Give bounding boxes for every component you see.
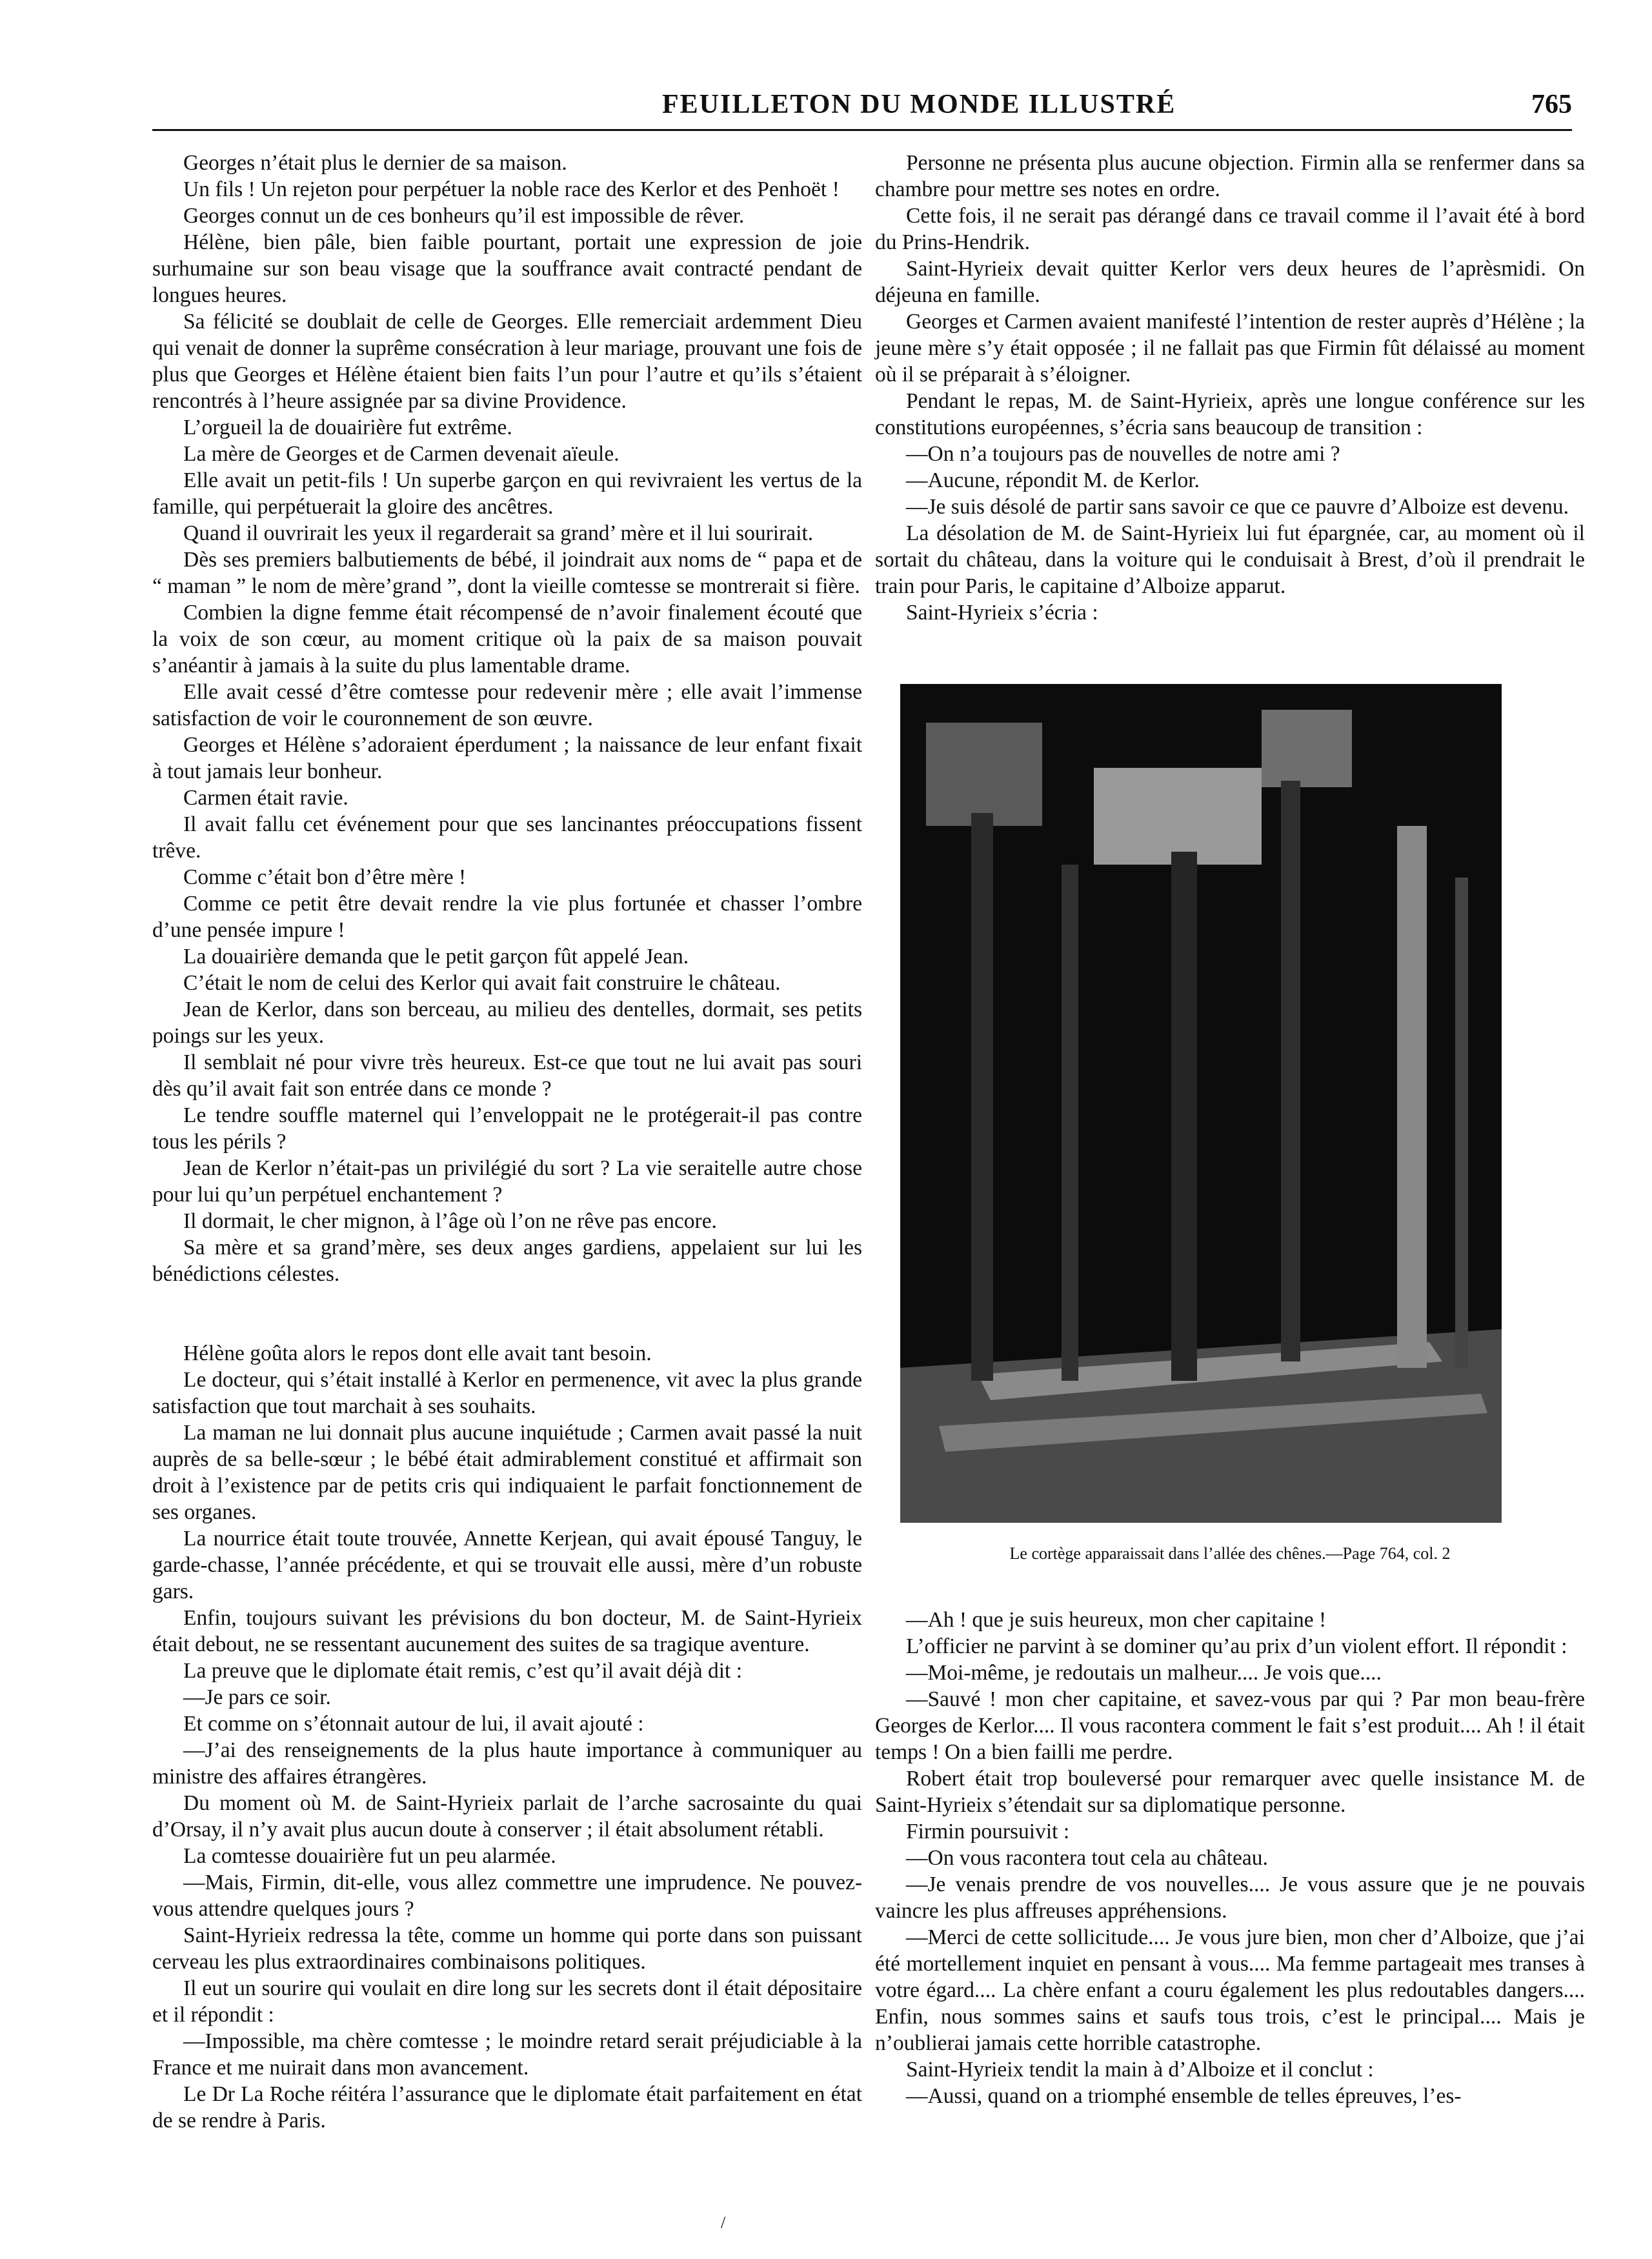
paragraph: —Mais, Firmin, dit-elle, vous allez commettre une imprudence. Ne pouvez-vous attendre quelques jours ? xyxy=(152,1871,862,1921)
paragraph: Firmin poursuivit : xyxy=(906,1820,1070,1843)
paragraph: Il eut un sourire qui voulait en dire long sur les secrets dont il était dépositaire et il répondit : xyxy=(152,1976,862,2027)
paragraph: —Aucune, répondit M. de Kerlor. xyxy=(906,468,1200,492)
paragraph: Hélène, bien pâle, bien faible pourtant, portait une expression de joie surhumaine sur son beau visage que la souffrance avait contracté pendant de longues heures. xyxy=(152,230,862,307)
paragraph: La comtesse douairière fut un peu alarmée. xyxy=(183,1844,556,1868)
paragraph: —Ah ! que je suis heureux, mon cher capitaine ! xyxy=(906,1608,1327,1632)
paragraph: Elle avait cessé d’être comtesse pour redevenir mère ; elle avait l’immense satisfaction de voir le couronnement de son œuvre. xyxy=(152,680,862,730)
paragraph: —Moi-même, je redoutais un malheur.... Je vois que.... xyxy=(906,1661,1382,1685)
stray-mark: / xyxy=(721,2213,726,2232)
paragraph: Le Dr La Roche réitéra l’assurance que le diplomate était parfaitement en état de se rendre à Paris. xyxy=(152,2082,862,2133)
paragraph: —Je pars ce soir. xyxy=(183,1685,331,1709)
paragraph: La preuve que le diplomate était remis, c’est qu’il avait déjà dit : xyxy=(183,1659,743,1683)
paragraph: Un fils ! Un rejeton pour perpétuer la noble race des Kerlor et des Penhoët ! xyxy=(183,177,840,201)
paragraph: —Sauvé ! mon cher capitaine, et savez-vous par qui ? Par mon beau-frère Georges de Kerlor.... Il vous racontera comment le fait s’est produit.... Ah ! il était temps ! On a bien failli me perdre. xyxy=(875,1687,1585,1764)
paragraph: Du moment où M. de Saint-Hyrieix parlait de l’arche sacrosainte du quai d’Orsay, il n’y avait plus aucun doute à conserver ; il était absolument rétabli. xyxy=(152,1791,862,1842)
paragraph: Saint-Hyrieix tendit la main à d’Alboize et il conclut : xyxy=(906,2058,1374,2082)
paragraph: Elle avait un petit-fils ! Un superbe garçon en qui revivraient les vertus de la famille, qui perpétuerait la gloire des ancêtres. xyxy=(152,468,862,519)
right-column-bottom xyxy=(875,1607,1585,2109)
paragraph: —On vous racontera tout cela au château. xyxy=(906,1846,1268,1870)
header-rule xyxy=(152,129,1572,131)
paragraph: —Aussi, quand on a triomphé ensemble de telles épreuves, l’es- xyxy=(906,2084,1462,2108)
paragraph: La douairière demanda que le petit garçon fût appelé Jean. xyxy=(183,945,689,969)
right-column-top xyxy=(875,150,1585,626)
paragraph: —Je venais prendre de vos nouvelles.... Je vous assure que je ne pouvais vaincre les plus affreuses appréhensions. xyxy=(875,1872,1585,1923)
paragraph: Quand il ouvrirait les yeux il regarderait sa grand’ mère et il lui sourirait. xyxy=(183,521,814,545)
paragraph: L’officier ne parvint à se dominer qu’au prix d’un violent effort. Il répondit : xyxy=(906,1634,1567,1658)
paragraph: La désolation de M. de Saint-Hyrieix lui fut épargnée, car, au moment où il sortait du château, dans la voiture qui le conduisait à Brest, d’où il prendrait le train pour Paris, le capitaine d’Alboize apparut. xyxy=(875,521,1585,598)
paragraph: Saint-Hyrieix s’écria : xyxy=(906,601,1098,625)
paragraph: Georges n’était plus le dernier de sa maison. xyxy=(183,151,567,175)
paragraph: Jean de Kerlor, dans son berceau, au milieu des dentelles, dormait, ses petits poings sur les yeux. xyxy=(152,998,862,1048)
paragraph: Jean de Kerlor n’était-pas un privilégié du sort ? La vie seraitelle autre chose pour lui qu’un perpétuel enchantement ? xyxy=(152,1156,862,1207)
paragraph: Il semblait né pour vivre très heureux. Est-ce que tout ne lui avait pas souri dès qu’il avait fait son entrée dans ce monde ? xyxy=(152,1050,862,1101)
paragraph: Il dormait, le cher mignon, à l’âge où l’on ne rêve pas encore. xyxy=(183,1209,717,1233)
paragraph: —Merci de cette sollicitude.... Je vous jure bien, mon cher d’Alboize, que j’ai été mortellement inquiet en pensant à vous.... Ma femme partageait mes transes à votre égard.... La chère enfant a couru également les plus redoutables dangers.... Enfin, nous sommes sains et saufs tous trois, c’est le principal.... Mais je n’oublierai jamais cette horrible catastrophe. xyxy=(875,1925,1585,2055)
paragraph: Personne ne présenta plus aucune objection. Firmin alla se renfermer dans sa chambre pour mettre ses notes en ordre. xyxy=(875,151,1585,201)
paragraph: Robert était trop bouleversé pour remarquer avec quelle insistance M. de Saint-Hyrieix s’étendait sur sa diplomatique personne. xyxy=(875,1767,1585,1817)
paragraph: Carmen était ravie. xyxy=(183,786,348,810)
paragraph: Georges et Carmen avaient manifesté l’intention de rester auprès d’Hélène ; la jeune mère s’y était opposée ; il ne fallait pas que Firmin fût délaissé au moment où il se préparait à s’éloigner. xyxy=(875,310,1585,387)
paragraph: C’était le nom de celui des Kerlor qui avait fait construire le château. xyxy=(183,971,781,995)
left-column xyxy=(152,150,862,2134)
paragraph: Sa mère et sa grand’mère, ses deux anges gardiens, appelaient sur lui les bénédictions célestes. xyxy=(152,1236,862,1286)
paragraph: La mère de Georges et de Carmen devenait aïeule. xyxy=(183,442,620,466)
paragraph: Dès ses premiers balbutiements de bébé, il joindrait aux noms de “ papa et de “ maman ” le nom de mère’grand ”, dont la vieille comtesse se montrerait si fière. xyxy=(152,548,862,598)
paragraph: Et comme on s’étonnait autour de lui, il avait ajouté : xyxy=(183,1712,644,1736)
paragraph: Combien la digne femme était récompensé de n’avoir finalement écouté que la voix de son cœur, au moment critique où la paix de sa maison pouvait s’anéantir à jamais à la suite du plus lamentable drame. xyxy=(152,601,862,678)
paragraph: —Je suis désolé de partir sans savoir ce que ce pauvre d’Alboize est devenu. xyxy=(906,495,1569,519)
forest-illustration xyxy=(900,684,1502,1523)
page-header xyxy=(152,89,1572,123)
paragraph: La nourrice était toute trouvée, Annette Kerjean, qui avait épousé Tanguy, le garde-chasse, l’année précédente, et qui se trouvait elle aussi, mère d’un robuste gars. xyxy=(152,1527,862,1603)
paragraph: —Impossible, ma chère comtesse ; le moindre retard serait préjudiciable à la France et me nuirait dans mon avancement. xyxy=(152,2029,862,2080)
paragraph: Georges et Hélène s’adoraient éperdument ; la naissance de leur enfant fixait à tout jamais leur bonheur. xyxy=(152,733,862,783)
paragraph: —J’ai des renseignements de la plus haute importance à communiquer au ministre des affaires étrangères. xyxy=(152,1738,862,1789)
paragraph: Comme ce petit être devait rendre la vie plus fortunée et chasser l’ombre d’une pensée impure ! xyxy=(152,892,862,942)
paragraph: La maman ne lui donnait plus aucune inquiétude ; Carmen avait passé la nuit auprès de sa belle-sœur ; le bébé était admirablement constitué et affirmait son droit à l’existence par de petits cris qui indiquaient le parfait fonctionnement de ses organes. xyxy=(152,1421,862,1524)
running-title: FEUILLETON DU MONDE ILLUSTRÉ xyxy=(662,90,1176,119)
paragraph: —On n’a toujours pas de nouvelles de notre ami ? xyxy=(906,442,1340,466)
paragraph: Georges connut un de ces bonheurs qu’il est impossible de rêver. xyxy=(183,204,745,228)
paragraph: Comme c’était bon d’être mère ! xyxy=(183,865,467,889)
paragraph: L’orgueil la de douairière fut extrême. xyxy=(183,416,512,439)
paragraph: Il avait fallu cet événement pour que ses lancinantes préoccupations fissent trêve. xyxy=(152,812,862,863)
paragraph: Pendant le repas, M. de Saint-Hyrieix, après une longue conférence sur les constitutions européennes, s’écria sans beaucoup de transition : xyxy=(875,389,1585,439)
illustration-caption: Le cortège apparaissait dans l’allée des chênes.—Page 764, col. 2 xyxy=(1009,1544,1451,1563)
paragraph: Saint-Hyrieix devait quitter Kerlor vers deux heures de l’aprèsmidi. On déjeuna en famille. xyxy=(875,257,1585,307)
paragraph: Enfin, toujours suivant les prévisions du bon docteur, M. de Saint-Hyrieix était debout, ne se ressentant aucunement des suites de sa tragique aventure. xyxy=(152,1606,862,1656)
paragraph: Le tendre souffle maternel qui l’enveloppait ne le protégerait-il pas contre tous les périls ? xyxy=(152,1103,862,1154)
paragraph: Le docteur, qui s’était installé à Kerlor en permenence, vit avec la plus grande satisfaction que tout marchait à ses souhaits. xyxy=(152,1368,862,1418)
paragraph: Hélène goûta alors le repos dont elle avait tant besoin. xyxy=(183,1341,652,1365)
paragraph: Sa félicité se doublait de celle de Georges. Elle remerciait ardemment Dieu qui venait de donner la suprême consécration à leur mariage, prouvant une fois de plus que Georges et Hélène étaient bien faits l’un pour l’autre et qu’ils s’étaient rencontrés à l’heure assignée par sa divine Providence. xyxy=(152,310,862,413)
paragraph: Saint-Hyrieix redressa la tête, comme un homme qui porte dans son puissant cerveau les plus extraordinaires combinaisons politiques. xyxy=(152,1923,862,1974)
page-number: 765 xyxy=(1531,90,1572,119)
paragraph: Cette fois, il ne serait pas dérangé dans ce travail comme il l’avait été à bord du Prins-Hendrik. xyxy=(875,204,1585,254)
